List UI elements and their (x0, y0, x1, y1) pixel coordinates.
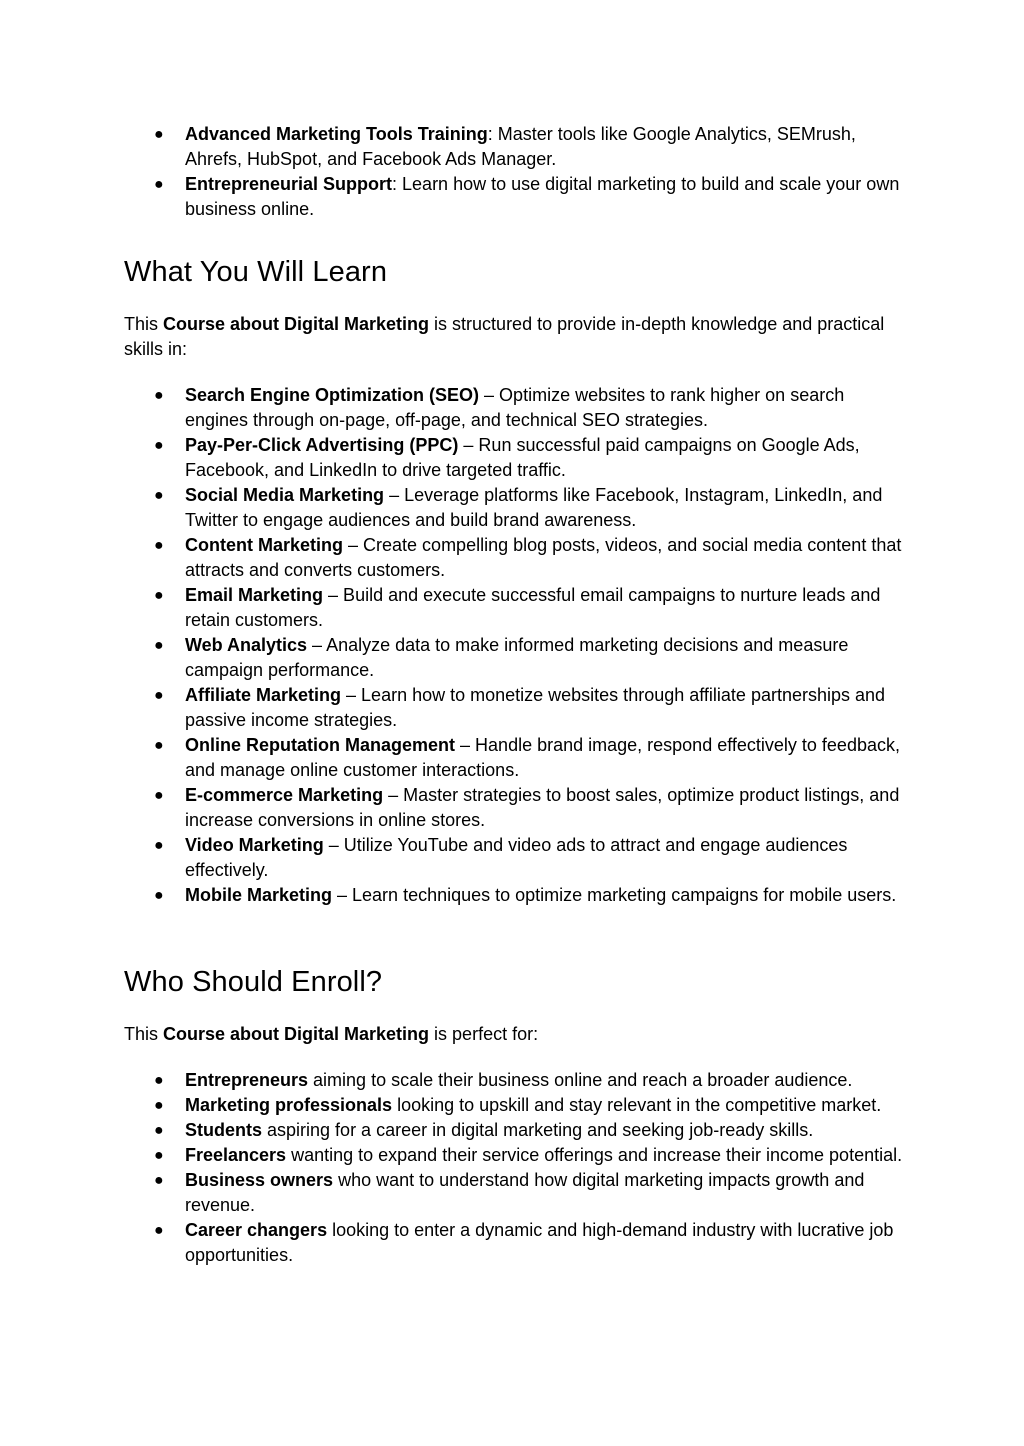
list-item (124, 1143, 904, 1168)
bullet-icon: ● (154, 487, 164, 504)
list-item-text: – Learn techniques to optimize marketing campaigns for mobile users. (332, 885, 897, 905)
list-item (124, 633, 904, 683)
list-item (124, 533, 904, 583)
list-item-text: looking to enter a dynamic and high-demand industry with lucrative job opportunities. (185, 1220, 894, 1265)
learn-bullet-list (124, 383, 904, 908)
list-item-term: Career changers (185, 1220, 328, 1240)
bullet-icon: ● (154, 1072, 164, 1089)
section-heading-who-should-enroll: Who Should Enroll? (124, 966, 383, 998)
bullet-icon: ● (154, 126, 164, 143)
list-item-term: Entrepreneurs (185, 1070, 309, 1090)
bullet-icon: ● (154, 1147, 164, 1164)
bullet-icon: ● (154, 387, 164, 404)
list-item-term: Content Marketing (185, 535, 344, 555)
intro-course-name: Course about Digital Marketing (163, 314, 430, 334)
top-bullet-list (124, 122, 904, 222)
bullet-icon: ● (154, 837, 164, 854)
bullet-icon: ● (154, 1097, 164, 1114)
bullet-icon: ● (154, 437, 164, 454)
list-item-term: Online Reputation Management (185, 735, 456, 755)
list-item (124, 583, 904, 633)
list-item (124, 1218, 904, 1268)
list-item (124, 383, 904, 433)
enroll-bullet-list (124, 1068, 904, 1268)
list-item-term: Advanced Marketing Tools Training (185, 124, 488, 144)
list-item-text: – Learn how to monetize websites through affiliate partnerships and passive income strategies. (185, 685, 886, 730)
list-item (124, 1093, 904, 1118)
section-intro-enroll (124, 1022, 904, 1047)
list-item (124, 883, 904, 908)
list-item-term: Entrepreneurial Support (185, 174, 393, 194)
list-item-text: wanting to expand their service offerings and increase their income potential. (286, 1145, 903, 1165)
list-item-term: Web Analytics (185, 635, 308, 655)
intro-text: This (124, 314, 164, 334)
section-heading-what-you-will-learn: What You Will Learn (124, 256, 388, 288)
intro-course-name: Course about Digital Marketing (163, 1024, 430, 1044)
list-item-text: – Master strategies to boost sales, optimize product listings, and increase conversions in online stores. (185, 785, 900, 830)
bullet-icon: ● (154, 176, 164, 193)
list-item-text: aspiring for a career in digital marketing and seeking job-ready skills. (262, 1120, 814, 1140)
list-item (124, 1118, 904, 1143)
list-item-text: – Run successful paid campaigns on Google Ads, Facebook, and LinkedIn to drive targeted traffic. (185, 435, 860, 480)
bullet-icon: ● (154, 1222, 164, 1239)
list-item-text: – Optimize websites to rank higher on search engines through on-page, off-page, and technical SEO strategies. (185, 385, 845, 430)
list-item-text: – Utilize YouTube and video ads to attract and engage audiences effectively. (185, 835, 848, 880)
bullet-icon: ● (154, 737, 164, 754)
list-item-text: – Create compelling blog posts, videos, and social media content that attracts and converts customers. (185, 535, 902, 580)
list-item-term: E-commerce Marketing (185, 785, 384, 805)
list-item-term: Students (185, 1120, 263, 1140)
section-intro-learn (124, 312, 904, 362)
list-item-term: Email Marketing (185, 585, 324, 605)
bullet-icon: ● (154, 1122, 164, 1139)
list-item (124, 433, 904, 483)
list-item (124, 122, 904, 172)
list-item (124, 483, 904, 533)
list-item-term: Marketing professionals (185, 1095, 393, 1115)
list-item-text: looking to upskill and stay relevant in the competitive market. (392, 1095, 882, 1115)
list-item-term: Freelancers (185, 1145, 287, 1165)
list-item-text: – Build and execute successful email campaigns to nurture leads and retain customers. (185, 585, 881, 630)
list-item (124, 783, 904, 833)
intro-text: is perfect for: (429, 1024, 539, 1044)
list-item-text: – Analyze data to make informed marketing decisions and measure campaign performance. (185, 635, 849, 680)
bullet-icon: ● (154, 537, 164, 554)
list-item-term: Pay-Per-Click Advertising (PPC) (185, 435, 459, 455)
list-item (124, 1068, 904, 1093)
list-item-term: Mobile Marketing (185, 885, 333, 905)
list-item-text: – Leverage platforms like Facebook, Instagram, LinkedIn, and Twitter to engage audiences and build brand awareness. (185, 485, 883, 530)
list-item (124, 172, 904, 222)
list-item-text: aiming to scale their business online and reach a broader audience. (308, 1070, 853, 1090)
bullet-icon: ● (154, 887, 164, 904)
intro-text: This (124, 1024, 164, 1044)
bullet-icon: ● (154, 637, 164, 654)
list-item-text: : Learn how to use digital marketing to build and scale your own business online. (185, 174, 900, 219)
bullet-icon: ● (154, 587, 164, 604)
list-item-term: Business owners (185, 1170, 334, 1190)
bullet-icon: ● (154, 1172, 164, 1189)
list-item-term: Search Engine Optimization (SEO) (185, 385, 480, 405)
intro-text: is structured to provide in-depth knowledge and practical skills in: (124, 314, 885, 359)
list-item-term: Social Media Marketing (185, 485, 385, 505)
list-item-text: who want to understand how digital marketing impacts growth and revenue. (185, 1170, 865, 1215)
list-item-text: : Master tools like Google Analytics, SEMrush, Ahrefs, HubSpot, and Facebook Ads Manager. (185, 124, 856, 169)
list-item-text: – Handle brand image, respond effectively to feedback, and manage online customer interactions. (185, 735, 900, 780)
bullet-icon: ● (154, 787, 164, 804)
bullet-icon: ● (154, 687, 164, 704)
list-item (124, 733, 904, 783)
list-item (124, 683, 904, 733)
list-item (124, 833, 904, 883)
list-item-term: Affiliate Marketing (185, 685, 342, 705)
list-item-term: Video Marketing (185, 835, 324, 855)
list-item (124, 1168, 904, 1218)
